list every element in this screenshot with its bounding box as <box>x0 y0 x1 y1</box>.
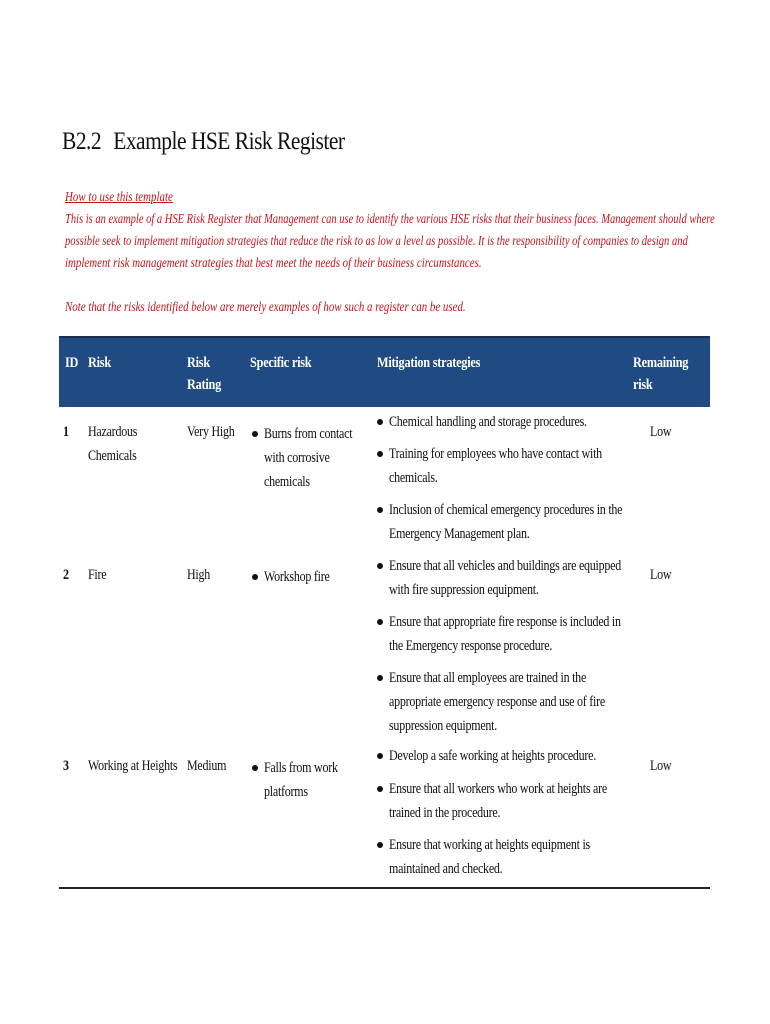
mitigation-line: chemicals. <box>389 470 438 486</box>
mitigation-line: appropriate emergency response and use of fire <box>389 694 605 710</box>
row-3-id: 3 <box>63 758 69 774</box>
header-rating-line1: Risk <box>187 355 210 371</box>
header-remaining-line1: Remaining <box>633 355 689 371</box>
section-number: B2.2 <box>62 128 102 155</box>
mitigation-line: maintained and checked. <box>389 861 503 877</box>
mitigation-line: Ensure that appropriate fire response is included in <box>389 614 621 630</box>
risk-register-table <box>59 336 710 889</box>
row-2-risk-line: Fire <box>88 567 107 583</box>
mitigation-line: Emergency Management plan. <box>389 526 530 542</box>
row-3-risk <box>88 754 177 778</box>
specific-line: with corrosive <box>264 450 330 466</box>
mitigation-line: Training for employees who have contact with <box>389 446 602 462</box>
header-specific-risk: Specific risk <box>250 355 312 371</box>
bullet-icon <box>377 786 383 792</box>
bullet-icon <box>377 507 383 513</box>
intro-heading: How to use this template <box>65 189 173 204</box>
specific-line: platforms <box>264 784 308 800</box>
header-risk: Risk <box>88 355 111 371</box>
bullet-icon <box>377 753 383 759</box>
row-1-risk <box>88 420 137 468</box>
mitigation-line: suppression equipment. <box>389 718 498 734</box>
row-2-remaining: Low <box>650 567 672 583</box>
mitigation-line: the Emergency response procedure. <box>389 638 553 654</box>
row-2-risk <box>88 563 106 587</box>
row-2-rating: High <box>187 567 211 583</box>
intro-block <box>65 186 715 318</box>
mitigation-line: Ensure that all workers who work at heights are <box>389 781 607 797</box>
row-2-id: 2 <box>63 567 69 583</box>
specific-line: Workshop fire <box>264 569 330 585</box>
intro-line-3: implement risk management strategies that best meet the needs of their business circumstances. <box>65 255 482 270</box>
specific-line: chemicals <box>264 474 310 490</box>
header-remaining-line2: risk <box>633 377 653 393</box>
row-3-remaining: Low <box>650 758 672 774</box>
row-1-remaining: Low <box>650 424 672 440</box>
row-3-risk-line: Working at Heights <box>88 758 178 774</box>
mitigation-line: trained in the procedure. <box>389 805 501 821</box>
header-rating-line2: Rating <box>187 377 222 393</box>
specific-line: Burns from contact <box>264 426 353 442</box>
table-header <box>59 336 710 407</box>
mitigation-line: Ensure that all vehicles and buildings are equipped <box>389 558 622 574</box>
header-id: ID <box>65 355 79 371</box>
bullet-icon <box>377 675 383 681</box>
bullet-icon <box>377 842 383 848</box>
bullet-icon <box>252 765 258 771</box>
mitigation-line: Inclusion of chemical emergency procedures in the <box>389 502 623 518</box>
mitigation-line: Develop a safe working at heights procedure. <box>389 748 597 764</box>
row-1-id: 1 <box>63 424 69 440</box>
intro-line-1: This is an example of a HSE Risk Register that Management can use to identify the various HSE risks that their business faces. Management should where <box>65 211 715 226</box>
header-risk-rating <box>187 352 221 396</box>
specific-line: Falls from work <box>264 760 338 776</box>
bullet-icon <box>377 563 383 569</box>
intro-line-2: possible seek to implement mitigation strategies that reduce the risk to as low a level as possible. It is the responsibility of companies to design and <box>65 233 688 248</box>
mitigation-line: Ensure that working at heights equipment is <box>389 837 590 853</box>
row-1-rating: Very High <box>187 424 235 440</box>
mitigation-line: with fire suppression equipment. <box>389 582 539 598</box>
page-title <box>62 128 345 156</box>
mitigation-line: Chemical handling and storage procedures. <box>389 414 587 430</box>
bullet-icon <box>377 419 383 425</box>
bullet-icon <box>377 451 383 457</box>
header-remaining-risk <box>633 352 688 396</box>
bullet-icon <box>252 431 258 437</box>
row-3-rating: Medium <box>187 758 227 774</box>
intro-note: Note that the risks identified below are merely examples of how such a register can be used. <box>65 299 466 314</box>
header-mitigation: Mitigation strategies <box>377 355 481 371</box>
row-1-risk-line: Chemicals <box>88 448 137 464</box>
bullet-icon <box>252 574 258 580</box>
mitigation-line: Ensure that all employees are trained in the <box>389 670 587 686</box>
bullet-icon <box>377 619 383 625</box>
row-1-risk-line: Hazardous <box>88 424 138 440</box>
title-text: Example HSE Risk Register <box>113 128 345 155</box>
